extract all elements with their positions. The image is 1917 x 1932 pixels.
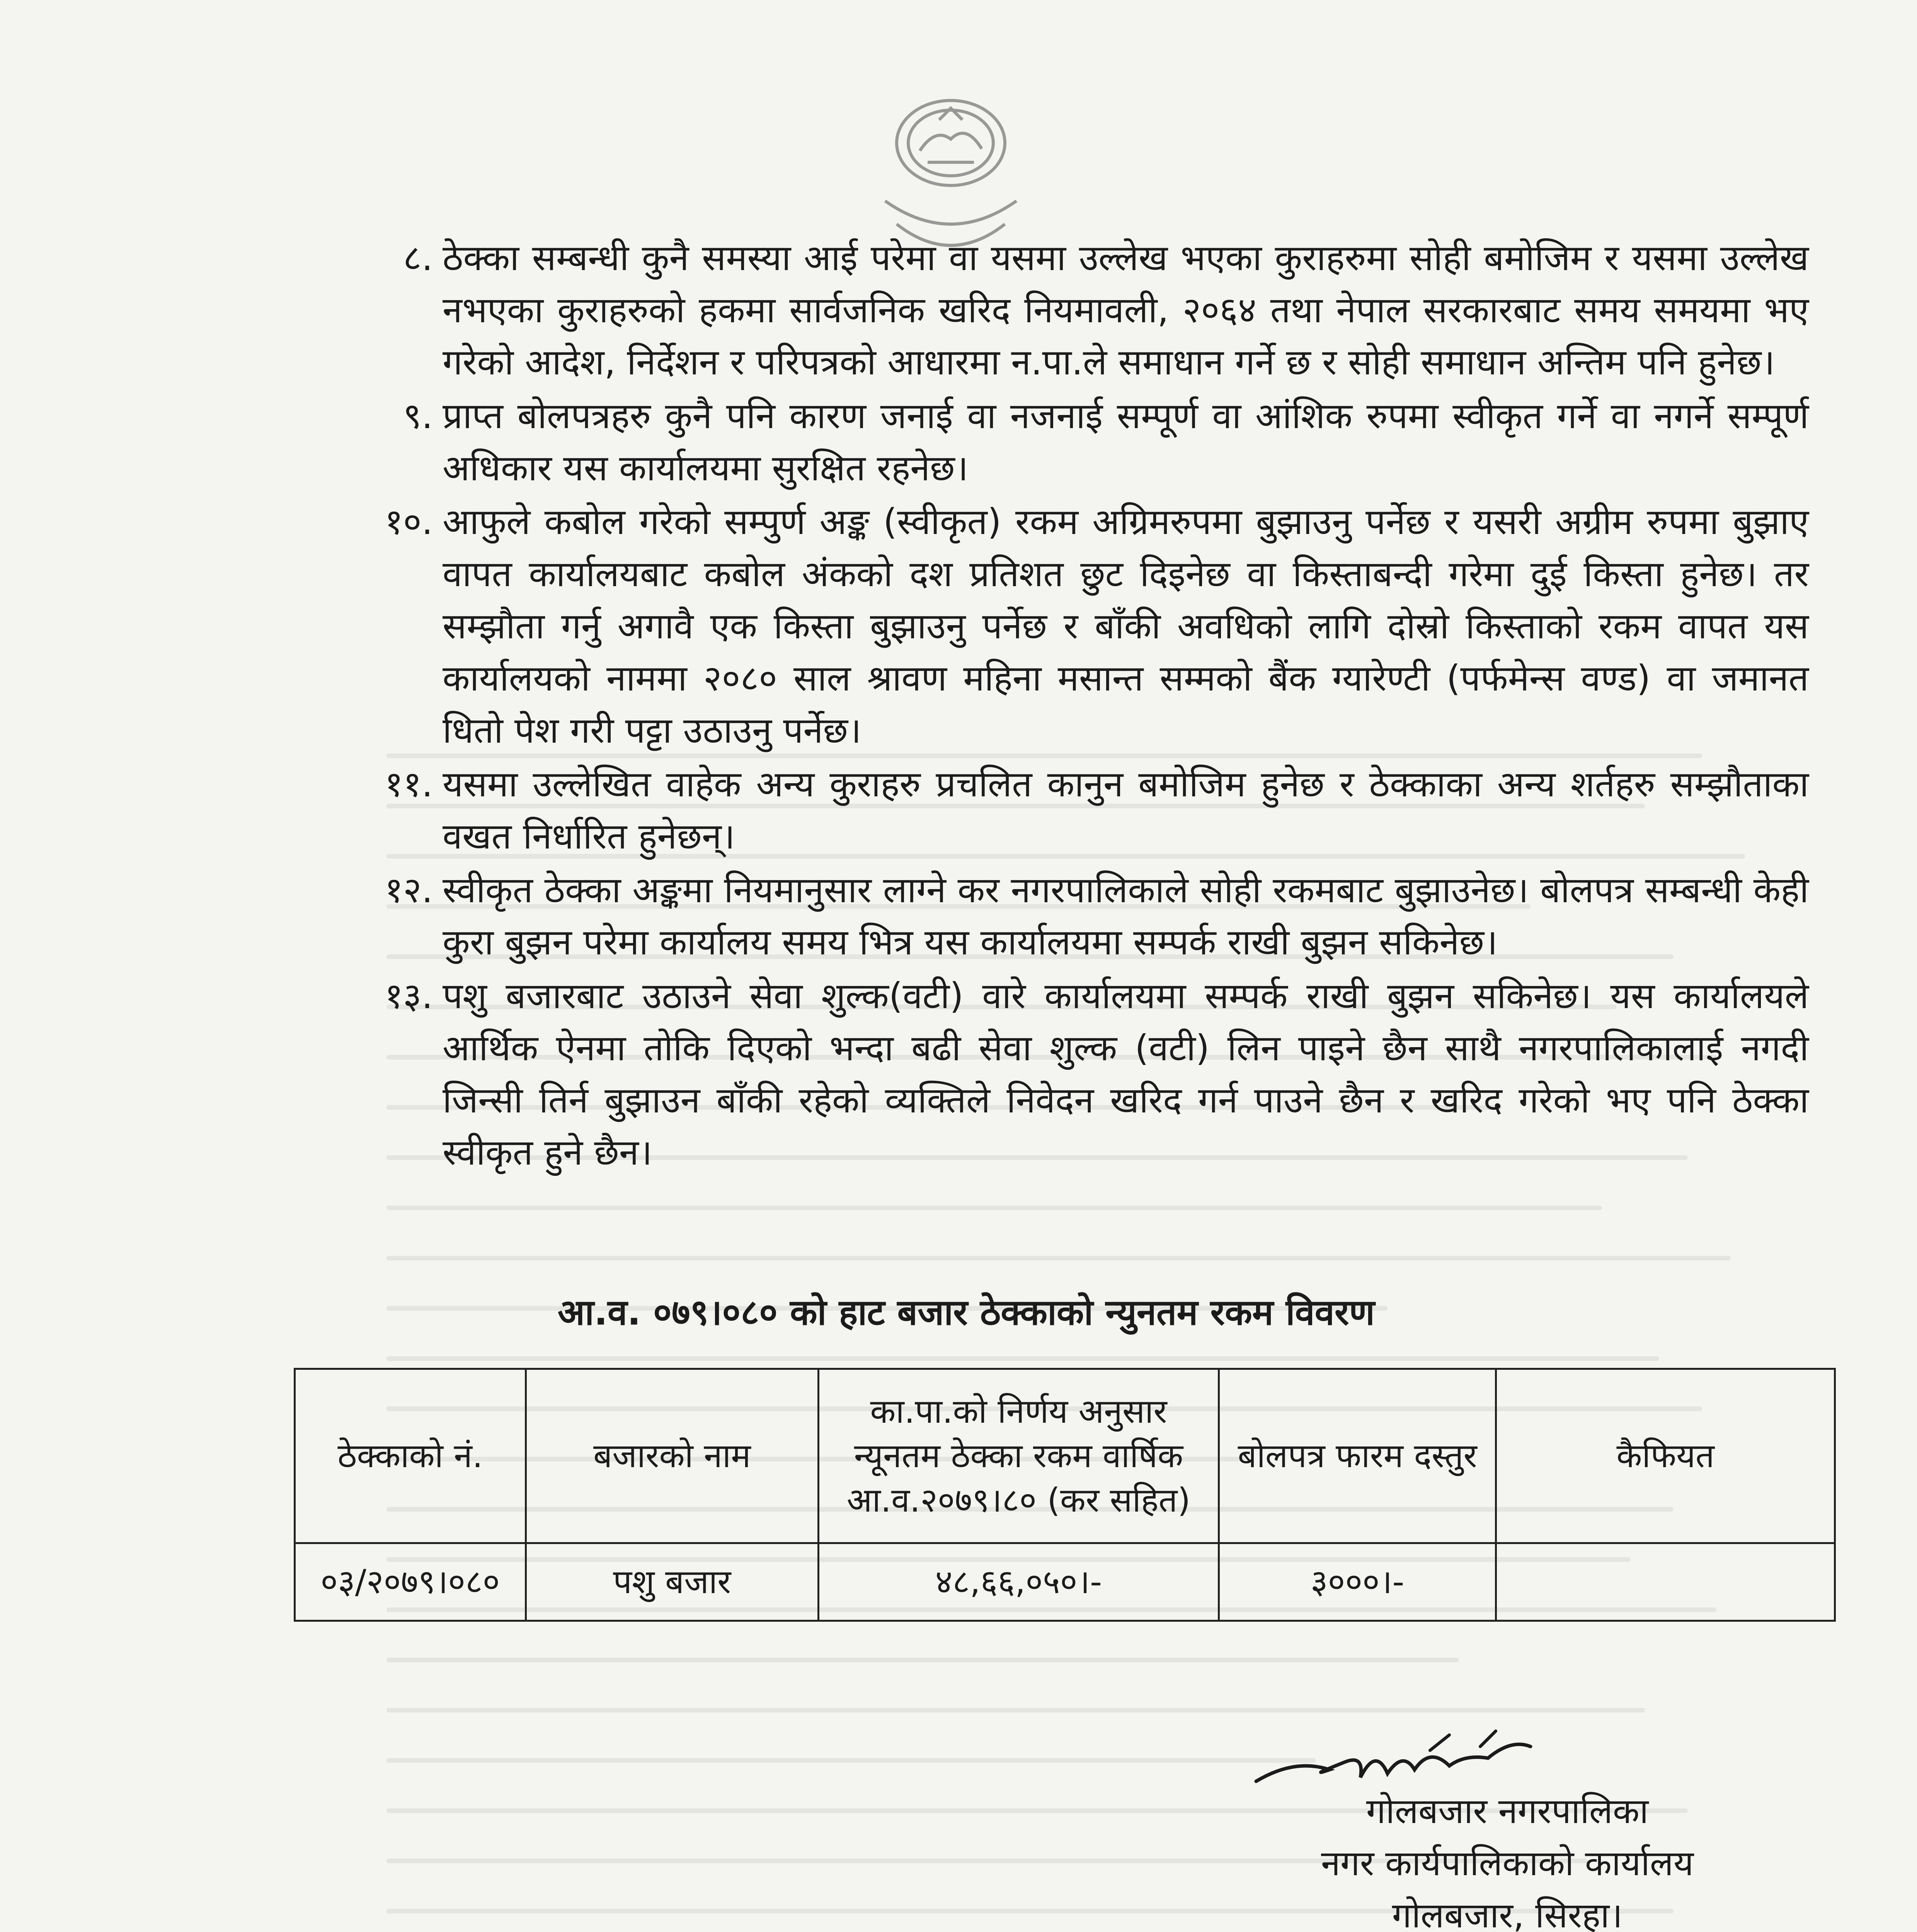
table-header-row [295, 1369, 1835, 1543]
clause-text: ठेक्का सम्बन्धी कुनै समस्या आई परेमा वा यसमा उल्लेख भएका कुराहरुमा सोही बमोजिम र यसमा उल्लेख नभएका कुराहरुको हकमा सार्वजनिक खरिद नियमावली, २०६४ तथा नेपाल सरकारबाट समय समयमा भए गरेको आदेश, निर्देशन र परिपत्रको आधारमा न.पा.ले समाधान गर्ने छ र सोही समाधान अन्तिम पनि हुनेछ। [443, 237, 1809, 383]
cell-minimum-amount: ४८,६६,०५०।- [818, 1543, 1219, 1621]
office-address: गोलबजार, सिरहा। [1392, 1895, 1623, 1932]
terms-list [359, 232, 1809, 1180]
clause-text: प्राप्त बोलपत्रहरु कुनै पनि कारण जनाई वा नजनाई सम्पूर्ण वा आंशिक रुपमा स्वीकृत गर्ने वा नगर्ने सम्पूर्ण अधिकार यस कार्यालयमा सुरक्षित रहनेछ। [443, 395, 1809, 489]
clause-item [359, 864, 1809, 968]
cell-remarks [1496, 1543, 1835, 1621]
clause-text: स्वीकृत ठेक्का अङ्कमा नियमानुसार लाग्ने कर नगरपालिकाले सोही रकमबाट बुझाउनेछ। बोलपत्र सम्बन्धी केही कुरा बुझन परेमा कार्यालय समय भित्र यस कार्यालयमा सम्पर्क राखी बुझन सकिनेछ। [443, 869, 1809, 963]
clause-text: आफुले कबोल गरेको सम्पुर्ण अङ्क (स्वीकृत) रकम अग्रिमरुपमा बुझाउनु पर्नेछ र यसरी अग्रीम रुपमा बुझाए वापत कार्यालयबाट कबोल अंकको दश प्रतिशत छुट दिइनेछ वा किस्ताबन्दी गरेमा दुई किस्ता हुनेछ। तर सम्झौता गर्नु अगावै एक किस्ता बुझाउनु पर्नेछ र बाँकी अवधिको लागि दोस्रो किस्ताको रकम वापत यस कार्यालयको नाममा २०८० साल श्रावण महिना मसान्त सम्मको बैंक ग्यारेण्टी (पर्फमेन्स वण्ड) वा जमानत धितो पेश गरी पट्टा उठाउनु पर्नेछ। [443, 501, 1809, 751]
clause-item [359, 970, 1809, 1179]
clause-item [359, 232, 1809, 388]
clause-item [359, 496, 1809, 757]
cell-contract-number: ०३/२०७९।०८० [295, 1543, 526, 1621]
clause-number: १२. [385, 869, 433, 911]
table-title: आ.व. ०७९।०८० को हाट बजार ठेक्काको न्युनतम रकम विवरण [557, 1292, 1375, 1333]
office-name: गोलबजार नगरपालिका [1366, 1791, 1649, 1832]
table-row [295, 1543, 1835, 1621]
cell-form-fee: ३०००।- [1219, 1543, 1496, 1621]
clause-text: पशु बजारबाट उठाउने सेवा शुल्क(वटी) वारे कार्यालयमा सम्पर्क राखी बुझन सकिनेछ। यस कार्यालयले आर्थिक ऐनमा तोकि दिएको भन्दा बढी सेवा शुल्क (वटी) लिन पाइने छैन साथै नगरपालिकालाई नगदी जिन्सी तिर्न बुझाउन बाँकी रहेको व्यक्तिले निवेदन खरिद गर्न पाउने छैन र खरिद गरेको भए पनि ठेक्का स्वीकृत हुने छैन। [443, 975, 1809, 1173]
clause-number: ८. [403, 237, 433, 279]
clause-number: १३. [385, 975, 433, 1017]
clause-text: यसमा उल्लेखित वाहेक अन्य कुराहरु प्रचलित कानुन बमोजिम हुनेछ र ठेक्काका अन्य शर्तहरु सम्झौताका वखत निर्धारित हुनेछन्। [443, 764, 1809, 857]
clause-number: १०. [385, 501, 433, 543]
minimum-rate-table [294, 1368, 1836, 1622]
clause-item [359, 758, 1809, 862]
header-contract-number: ठेक्काको नं. [295, 1369, 526, 1543]
header-remarks: कैफियत [1496, 1369, 1835, 1543]
header-minimum-amount: का.पा.को निर्णय अनुसार न्यूनतम ठेक्का रकम वार्षिक आ.व.२०७९।८० (कर सहित) [818, 1369, 1219, 1543]
issuing-office [1237, 1785, 1778, 1932]
header-form-fee: बोलपत्र फारम दस्तुर [1219, 1369, 1496, 1543]
office-department: नगर कार्यपालिकाको कार्यालय [1321, 1843, 1694, 1884]
clause-item [359, 390, 1809, 494]
clause-number: ११. [385, 764, 433, 805]
clause-number: ९. [403, 395, 433, 437]
cell-market-name: पशु बजार [526, 1543, 818, 1621]
header-market-name: बजारको नाम [526, 1369, 818, 1543]
